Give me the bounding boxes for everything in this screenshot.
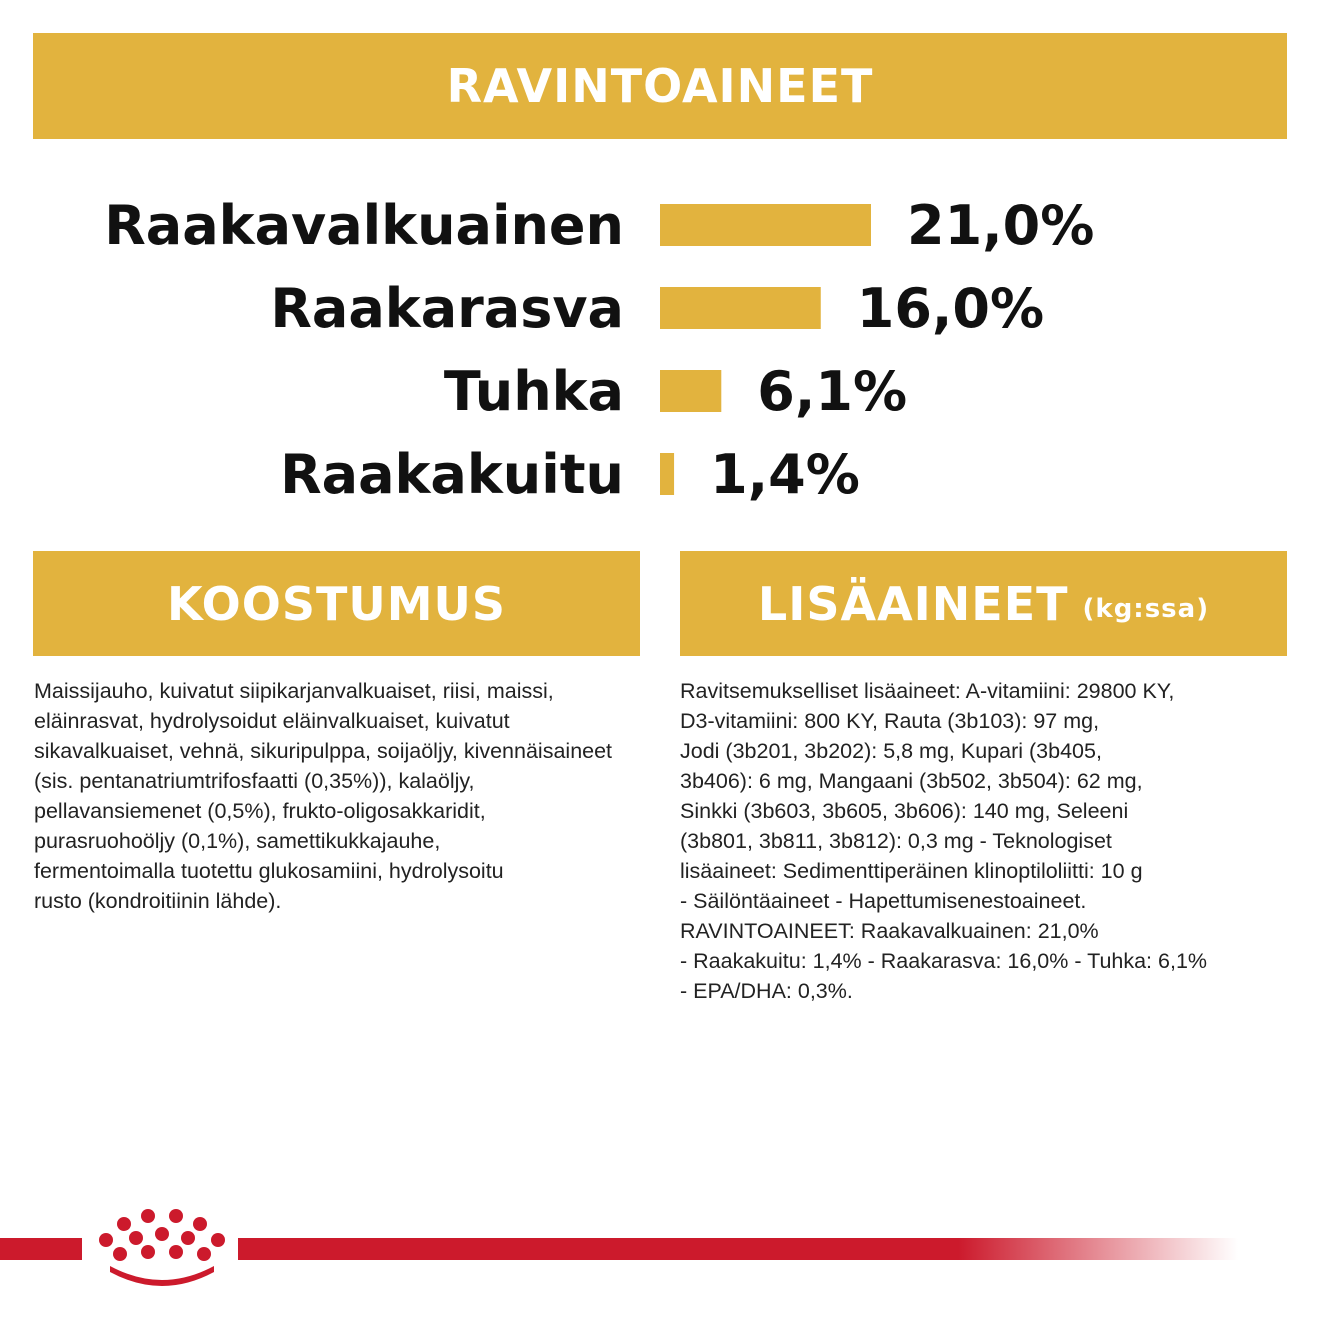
- additives-line: Ravitsemukselliset lisäaineet: A-vitamiini: 29800 KY,: [680, 679, 1175, 703]
- nutrient-value-label: 16,0%: [856, 277, 1045, 340]
- composition-line: (sis. pentanatriumtrifosfaatti (0,35%)), kalaöljy,: [34, 769, 475, 793]
- nutrient-bar: [660, 453, 674, 495]
- additives-title: LISÄAINEET: [757, 576, 1069, 631]
- additives-line: Sinkki (3b603, 3b605, 3b606): 140 mg, Seleeni: [680, 799, 1129, 823]
- nutrient-bar-chart: [0, 180, 1320, 520]
- nutrient-bar: [660, 204, 871, 246]
- additives-line: (3b801, 3b811, 3b812): 0,3 mg - Teknologiset: [680, 829, 1112, 853]
- additives-line: 3b406): 6 mg, Mangaani (3b502, 3b504): 62 mg,: [680, 769, 1143, 793]
- additives-line: lisäaineet: Sedimenttiperäinen klinoptiloliitti: 10 g: [680, 859, 1143, 883]
- additives-title-suffix: (kg:ssa): [1082, 593, 1210, 624]
- additives-line: - EPA/DHA: 0,3%.: [680, 979, 853, 1003]
- nutrient-value-label: 1,4%: [710, 443, 860, 506]
- additives-line: Jodi (3b201, 3b202): 5,8 mg, Kupari (3b405,: [680, 739, 1102, 763]
- composition-line: Maissijauho, kuivatut siipikarjanvalkuaiset, riisi, maissi,: [34, 679, 554, 703]
- additives-header: [680, 551, 1287, 656]
- composition-header: [33, 551, 640, 656]
- nutrient-label: Raakavalkuainen: [104, 194, 624, 257]
- additives-text: [680, 676, 1285, 1006]
- composition-title: KOOSTUMUS: [167, 576, 506, 631]
- additives-line: RAVINTOAINEET: Raakavalkuainen: 21,0%: [680, 919, 1099, 943]
- composition-line: rusto (kondroitiinin lähde).: [34, 889, 282, 913]
- additives-line: - Säilöntäaineet - Hapettumisenestoaineet.: [680, 889, 1087, 913]
- composition-line: pellavansiemenet (0,5%), frukto-oligosakkaridit,: [34, 799, 486, 823]
- nutrient-label: Raakakuitu: [280, 443, 624, 506]
- nutrients-header: [33, 33, 1287, 139]
- nutrient-label: Raakarasva: [270, 277, 624, 340]
- nutrient-bar: [660, 287, 821, 329]
- nutrient-value-label: 6,1%: [757, 360, 908, 423]
- composition-line: sikavalkuaiset, vehnä, sikuripulppa, soijaöljy, kivennäisaineet: [34, 739, 613, 763]
- composition-text: [34, 676, 644, 916]
- composition-line: fermentoimalla tuotettu glukosamiini, hydrolysoitu: [34, 859, 504, 883]
- nutrient-label: Tuhka: [443, 360, 624, 423]
- additives-line: - Raakakuitu: 1,4% - Raakarasva: 16,0% - Tuhka: 6,1%: [680, 949, 1208, 973]
- composition-line: eläinrasvat, hydrolysoidut eläinvalkuaiset, kuivatut: [34, 709, 510, 733]
- brand-stripe-left: [0, 1238, 82, 1260]
- nutrient-bar: [660, 370, 721, 412]
- nutrients-title: RAVINTOAINEET: [446, 59, 874, 113]
- royal-canin-crown-icon: [94, 1208, 230, 1286]
- additives-line: D3-vitamiini: 800 KY, Rauta (3b103): 97 mg,: [680, 709, 1100, 733]
- composition-line: purasruohoöljy (0,1%), samettikukkajauhe,: [34, 829, 441, 853]
- nutrient-value-label: 21,0%: [907, 194, 1095, 257]
- brand-stripe-right: [238, 1238, 1238, 1260]
